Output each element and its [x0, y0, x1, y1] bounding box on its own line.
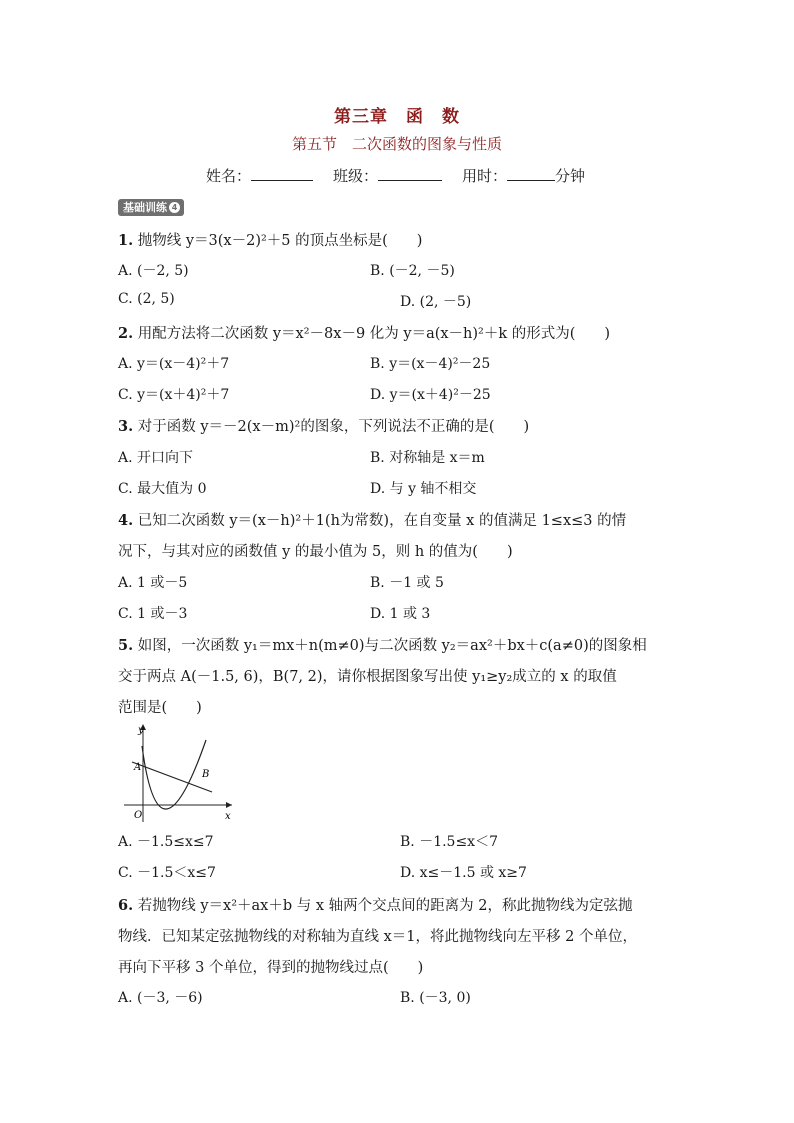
- q5-option-a[interactable]: A. －1.5≤x≤7: [118, 834, 214, 850]
- q2-option-b[interactable]: B. y＝(x－4)²－25: [370, 356, 491, 372]
- time-unit: 分钟: [555, 167, 586, 185]
- q3-option-c[interactable]: C. 最大值为 0: [118, 481, 207, 497]
- chapter-title: 第三章 函 数: [334, 107, 460, 127]
- question-6-line-3: 再向下平移 3 个单位，得到的抛物线过点( ): [118, 960, 424, 976]
- question-5-figure: [120, 720, 240, 825]
- question-number: 5.: [118, 637, 134, 654]
- time-label: 用时：: [462, 167, 508, 185]
- question-number: 2.: [118, 325, 134, 342]
- badge-number: 4: [169, 202, 180, 213]
- class-label: 班级：: [333, 167, 379, 185]
- question-2-stem: [118, 322, 610, 343]
- question-5-line-3: 范围是( ): [118, 700, 202, 716]
- question-1-stem: [118, 229, 422, 250]
- question-text: 若抛物线 y＝x²＋ax＋b 与 x 轴两个交点间的距离为 2，称此抛物线为定弦抛: [137, 898, 633, 914]
- x-axis-label: x: [225, 811, 231, 822]
- question-text: 已知二次函数 y＝(x－h)²＋1(h为常数)，在自变量 x 的值满足 1≤x≤3 的情: [137, 513, 627, 529]
- q5-option-c[interactable]: C. －1.5＜x≤7: [118, 865, 216, 881]
- q1-option-a[interactable]: A. (－2, 5): [118, 263, 189, 279]
- q1-option-b[interactable]: B. (－2, －5): [370, 263, 455, 279]
- point-a-label: A: [134, 762, 142, 773]
- student-info-line: [206, 165, 585, 186]
- q4-option-b[interactable]: B. －1 或 5: [370, 575, 444, 591]
- question-4-line-2: 况下，与其对应的函数值 y 的最小值为 5，则 h 的值为( ): [118, 544, 513, 560]
- question-text: 用配方法将二次函数 y＝x²－8x－9 化为 y＝a(x－h)²＋k 的形式为( ): [137, 326, 611, 342]
- name-label: 姓名：: [206, 167, 252, 185]
- q1-option-c[interactable]: C. (2, 5): [118, 291, 175, 307]
- q3-option-d[interactable]: D. 与 y 轴不相交: [370, 481, 477, 497]
- q5-option-d[interactable]: D. x≤－1.5 或 x≥7: [400, 865, 527, 881]
- question-text: 如图，一次函数 y₁＝mx＋n(m≠0)与二次函数 y₂＝ax²＋bx＋c(a≠0)的图象相: [137, 638, 647, 654]
- origin-label: O: [134, 810, 143, 821]
- q2-option-d[interactable]: D. y＝(x＋4)²－25: [370, 387, 491, 403]
- q6-option-a[interactable]: A. (－3, －6): [118, 990, 203, 1006]
- q1-option-d[interactable]: D. (2, －5): [400, 294, 472, 310]
- time-blank[interactable]: [507, 166, 555, 181]
- q6-option-b[interactable]: B. (－3, 0): [400, 990, 471, 1006]
- point-b-label: B: [202, 769, 210, 780]
- question-6-stem: [118, 894, 632, 915]
- q4-option-a[interactable]: A. 1 或－5: [118, 575, 188, 591]
- linear-function-line: [132, 762, 212, 792]
- question-3-stem: [118, 415, 529, 436]
- question-text: 对于函数 y＝－2(x－m)²的图象，下列说法不正确的是( ): [137, 419, 530, 435]
- question-number: 3.: [118, 418, 134, 435]
- basic-training-badge: [118, 199, 184, 216]
- question-5-stem: [118, 634, 647, 655]
- q3-option-b[interactable]: B. 对称轴是 x＝m: [370, 450, 485, 466]
- question-number: 6.: [118, 897, 134, 914]
- question-5-line-2: 交于两点 A(－1.5, 6)，B(7, 2)，请你根据图象写出使 y₁≥y₂成立的 x 的取值: [118, 669, 617, 685]
- section-title: 第五节 二次函数的图象与性质: [291, 135, 502, 153]
- name-blank[interactable]: [251, 166, 313, 181]
- question-text: 抛物线 y＝3(x－2)²＋5 的顶点坐标是( ): [137, 233, 423, 249]
- class-blank[interactable]: [378, 166, 442, 181]
- q5-option-b[interactable]: B. －1.5≤x＜7: [400, 834, 498, 850]
- q3-option-a[interactable]: A. 开口向下: [118, 450, 194, 466]
- q2-option-c[interactable]: C. y＝(x＋4)²＋7: [118, 387, 230, 403]
- q4-option-d[interactable]: D. 1 或 3: [370, 606, 431, 622]
- x-axis-arrow-icon: [226, 802, 232, 808]
- q2-option-a[interactable]: A. y＝(x－4)²＋7: [118, 356, 230, 372]
- question-4-stem: [118, 509, 626, 530]
- question-number: 4.: [118, 512, 134, 529]
- badge-label: 基础训练: [123, 201, 167, 214]
- question-number: 1.: [118, 232, 134, 249]
- y-axis-label: y: [138, 725, 144, 736]
- q4-option-c[interactable]: C. 1 或－3: [118, 606, 188, 622]
- parabola-curve: [142, 740, 206, 809]
- question-6-line-2: 物线．已知某定弦抛物线的对称轴为直线 x＝1，将此抛物线向左平移 2 个单位，: [118, 929, 637, 945]
